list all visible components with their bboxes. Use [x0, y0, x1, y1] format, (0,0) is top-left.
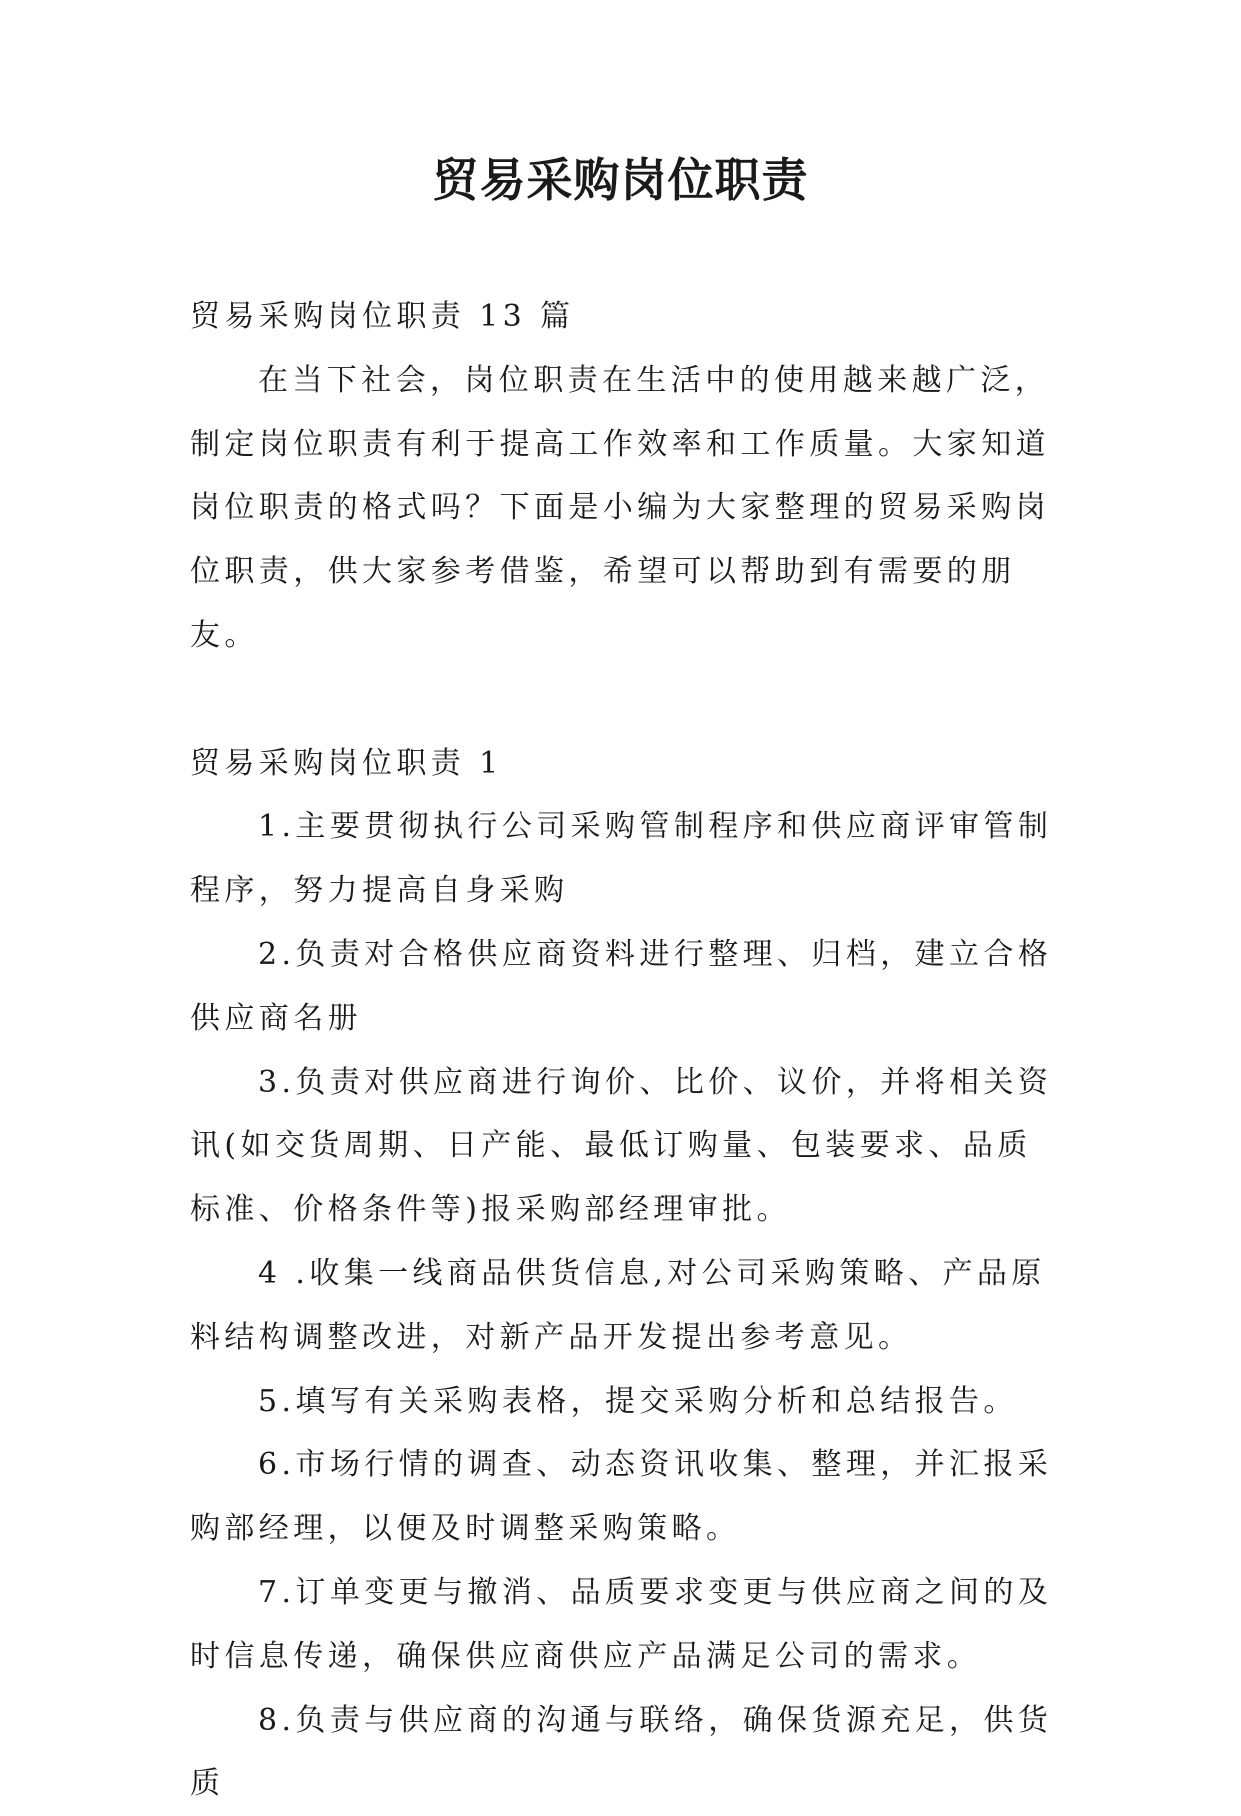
duty-item: 3.负责对供应商进行询价、比价、议价，并将相关资讯(如交货周期、日产能、最低订购量、包装要求、品质标准、价格条件等)报采购部经理审批。 — [190, 1064, 1053, 1228]
document-title: 贸易采购岗位职责 — [432, 153, 809, 207]
document-subtitle: 贸易采购岗位职责 13 篇 — [190, 299, 575, 334]
intro-paragraph: 在当下社会，岗位职责在生活中的使用越来越广泛，制定岗位职责有利于提高工作效率和工作质量。大家知道岗位职责的格式吗？下面是小编为大家整理的贸易采购岗位职责，供大家参考借鉴，希望可以帮助到有需要的朋友。 — [190, 362, 1050, 653]
duty-item: 2.负责对合格供应商资料进行整理、归档，建立合格供应商名册 — [190, 936, 1053, 1036]
duty-item: 1.主要贯彻执行公司采购管制程序和供应商评审管制程序，努力提高自身采购 — [190, 809, 1053, 909]
duty-item: 8.负责与供应商的沟通与联络，确保货源充足，供货质 — [190, 1702, 1053, 1802]
section-heading: 贸易采购岗位职责 1 — [190, 745, 503, 781]
duty-item: 7.订单变更与撤消、品质要求变更与供应商之间的及时信息传递，确保供应商供应产品满足公司的需求。 — [190, 1574, 1053, 1674]
duty-item: 4 .收集一线商品供货信息,对公司采购策略、产品原料结构调整改进，对新产品开发提出参考意见。 — [190, 1255, 1046, 1355]
duty-item: 5.填写有关采购表格，提交采购分析和总结报告。 — [258, 1383, 1018, 1419]
document-body — [190, 285, 1055, 1816]
paragraph-gap — [190, 668, 1055, 732]
duty-item: 6.市场行情的调查、动态资讯收集、整理，并汇报采购部经理，以便及时调整采购策略。 — [190, 1447, 1053, 1547]
